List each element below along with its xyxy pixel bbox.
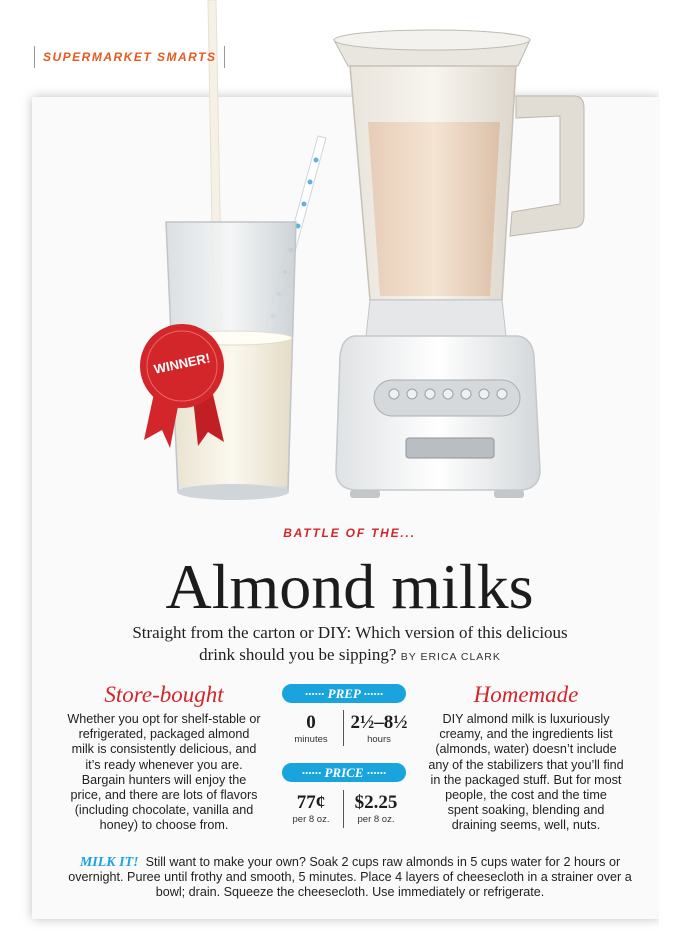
kicker: BATTLE OF THE...: [283, 526, 416, 540]
prep-store-value: 0: [306, 712, 316, 733]
prep-home-value: 2½–8½: [350, 712, 408, 733]
tip-text: Still want to make your own? Soak 2 cups raw almonds in 5 cups water for 2 hours or overnight. Puree until frothy and smooth, 5 minutes. Place 4 layers of cheesecloth in a strainer over a bowl; drain. Squeeze the cheesecloth. Use immediately or refrigerate.: [68, 855, 632, 900]
homemade-body: DIY almond milk is luxuriously creamy, and the ingredients list (almonds, water) doesn’t include any of the stabilizers that you’ll find in the packaged stuff. But for most people, the cost and the time spent soaking, blending and draining seems, well, nuts.: [428, 712, 624, 833]
page-edge: [659, 0, 699, 932]
milk-it-tip: [60, 855, 640, 901]
homemade-title: Homemade: [473, 682, 579, 707]
tip-label: MILK IT!: [79, 855, 139, 870]
price-store-unit: per 8 oz.: [292, 814, 330, 825]
dek-line-2: drink should you be sipping?: [199, 645, 397, 664]
winner-badge-label: WINNER!: [152, 350, 212, 377]
prep-store-unit: minutes: [294, 734, 328, 745]
prep-home-unit: hours: [367, 734, 391, 745]
dek: [80, 622, 620, 668]
price-home-value: $2.25: [354, 792, 398, 813]
price-home-unit: per 8 oz.: [357, 814, 395, 825]
hero-illustration: [32, 0, 660, 515]
byline: BY ERICA CLARK: [400, 651, 501, 663]
dek-line-1: Straight from the carton or DIY: Which version of this delicious: [132, 623, 568, 642]
store-bought-body: Whether you opt for shelf-stable or refrigerated, packaged almond milk is consistently delicious, and it’s ready whenever you are. Bargain hunters will enjoy the price, and there are lots of flavors (including chocolate, vanilla and honey) to choose from.: [67, 712, 261, 833]
price-store-value: 77¢: [296, 792, 326, 813]
store-bought-title: Store-bought: [104, 682, 224, 707]
hero-photo: [32, 0, 660, 515]
prep-divider: [343, 710, 344, 746]
prep-label: ······ PREP ······: [282, 684, 406, 703]
price-label: ······ PRICE ······: [282, 763, 406, 782]
headline: Almond milks: [165, 551, 534, 622]
section-label: SUPERMARKET SMARTS: [34, 46, 225, 68]
